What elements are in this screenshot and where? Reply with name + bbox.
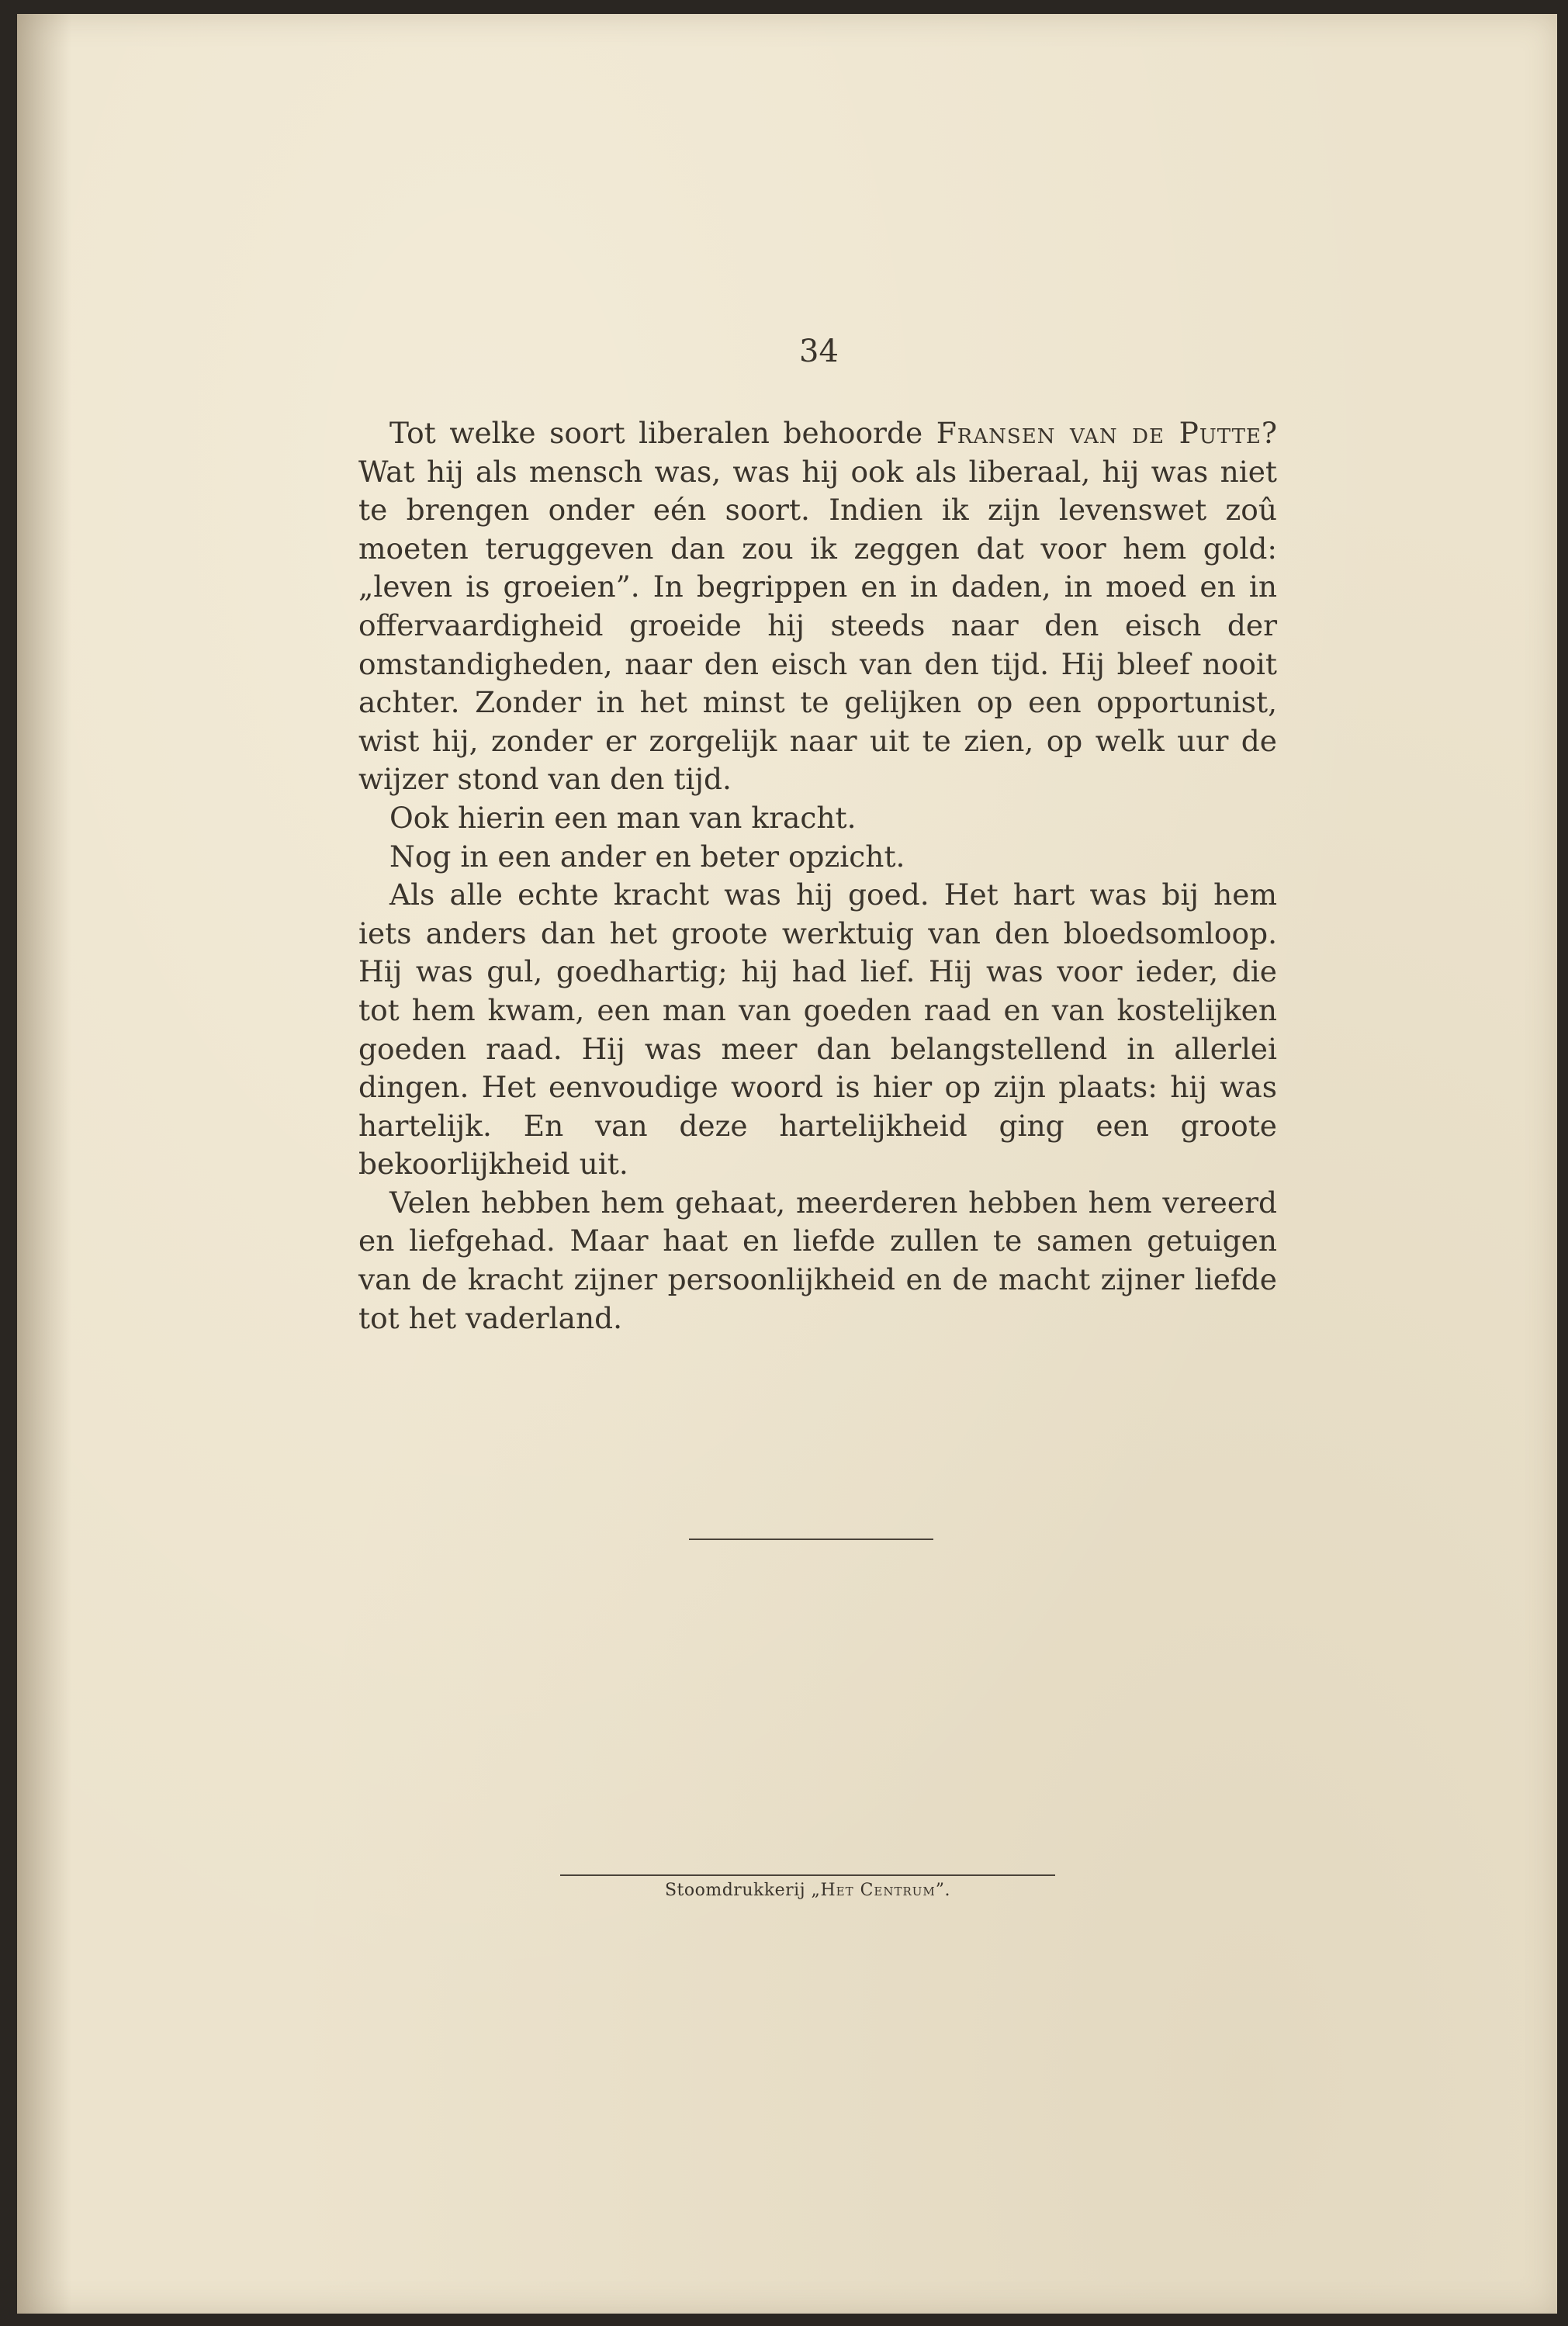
paragraph-4: Als alle echte kracht was hij goed. Het hart was bij hem iets anders dan het groote werktuig van den bloedsomloop. Hij was gul, goedhartig; hij had lief. Hij was voor ieder, die tot hem kwam, een man van goeden raad en van kostelijken goeden raad. Hij was meer dan belangstellend in allerlei dingen. Het eenvoudige woord is hier op zijn plaats: hij was hartelijk. En van deze hartelijkheid ging een groote bekoorlijkheid uit.	[358, 877, 1277, 1182]
printer-name: Het Centrum	[820, 1881, 936, 1900]
paragraph-1-rest: ? Wat hij als mensch was, was hij ook als liberaal, hij was niet te brengen onder eén soort. Indien ik zijn levenswet zoû moeten teruggeven dan zou ik zeggen dat voor hem gold: „leven is groeien”. In begrippen en in daden, in moed en in offervaardigheid groeide hij steeds naar den eisch der omstandigheden, naar den eisch van den tijd. Hij bleef nooit achter. Zonder in het minst te gelijken op een opportunist, wist hij, zonder er zorgelijk naar uit te zien, op welk uur de wijzer stond van den tijd.	[358, 416, 1278, 797]
paragraph-1-start: Tot welke soort liberalen behoorde	[389, 416, 936, 450]
paragraph-2: Ook hierin een man van kracht.	[389, 800, 857, 835]
worn-left-edge	[17, 14, 71, 2314]
body-text	[358, 414, 1277, 1338]
paragraph-5: Velen hebben hem gehaat, meerderen hebben hem vereerd en liefgehad. Maar haat en liefde zullen te samen getuigen van de kracht zijner persoonlijkheid en de macht zijner liefde tot het vaderland.	[358, 1185, 1277, 1335]
paragraph-3: Nog in een ander en beter opzicht.	[389, 839, 905, 874]
person-name: Fransen van de Putte	[936, 416, 1262, 450]
paragraph-1	[358, 414, 1277, 799]
end-divider-rule	[689, 1539, 933, 1540]
printer-prefix: Stoomdrukkerij „	[664, 1881, 821, 1900]
printer-suffix: ”.	[935, 1881, 951, 1900]
page-number: 34	[799, 334, 839, 369]
footer-rule	[560, 1874, 1055, 1876]
printer-imprint	[560, 1881, 1055, 1900]
